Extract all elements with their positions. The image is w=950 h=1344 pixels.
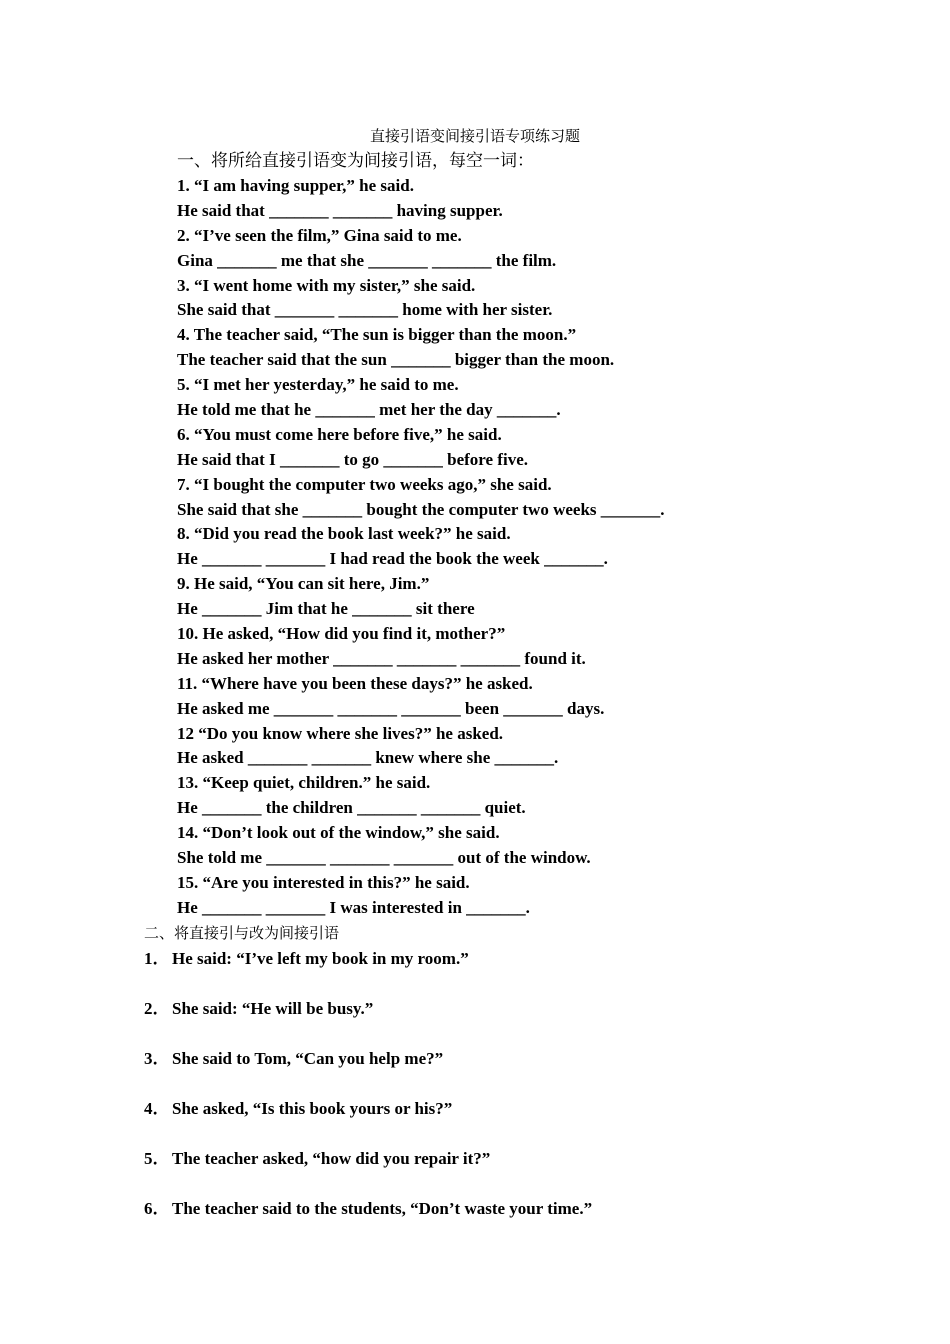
item-text: The teacher said to the students, “Don’t waste your time.” xyxy=(172,1199,593,1218)
question-line: 14. “Don’t look out of the window,” she said. xyxy=(177,823,500,843)
item-number: 1． xyxy=(144,949,170,968)
exercise-item xyxy=(144,1096,904,1146)
item-text: She asked, “Is this book yours or his?” xyxy=(172,1099,453,1118)
item-number: 4． xyxy=(144,1099,170,1118)
exercise-section-2 xyxy=(144,946,904,1246)
answer-line: She told me _______ _______ _______ out of the window. xyxy=(177,848,591,868)
question-line: 2. “I’ve seen the film,” Gina said to me. xyxy=(177,225,462,245)
question-line: 15. “Are you interested in this?” he said. xyxy=(177,872,470,892)
question-line: 4. The teacher said, “The sun is bigger than the moon.” xyxy=(177,325,577,345)
exercise-item xyxy=(144,1146,904,1196)
answer-line: The teacher said that the sun _______ bigger than the moon. xyxy=(177,350,615,370)
answer-line: She said that she _______ bought the computer two weeks _______. xyxy=(177,499,665,519)
exercise-item xyxy=(144,996,904,1046)
item-text: He said: “I’ve left my book in my room.” xyxy=(172,949,469,968)
item-number: 6． xyxy=(144,1199,170,1218)
question-line: 13. “Keep quiet, children.” he said. xyxy=(177,773,431,793)
answer-line: Gina _______ me that she _______ _______ the film. xyxy=(177,250,557,270)
question-line: 8. “Did you read the book last week?” he said. xyxy=(177,524,511,544)
question-line: 6. “You must come here before five,” he said. xyxy=(177,424,502,444)
question-line: 9. He said, “You can sit here, Jim.” xyxy=(177,574,430,594)
answer-line: He said that _______ _______ having supper. xyxy=(177,200,503,220)
answer-line: He _______ Jim that he _______ sit there xyxy=(177,599,475,619)
question-line: 10. He asked, “How did you find it, mother?” xyxy=(177,624,506,644)
exercise-section-1 xyxy=(177,149,897,921)
answer-line: She said that _______ _______ home with her sister. xyxy=(177,300,553,320)
answer-line: He asked _______ _______ knew where she _______. xyxy=(177,748,559,768)
item-text: She said to Tom, “Can you help me?” xyxy=(172,1049,444,1068)
question-line: 1. “I am having supper,” he said. xyxy=(177,176,414,195)
page-title: 直接引语变间接引语专项练习题 xyxy=(369,127,580,145)
answer-line: He asked me _______ _______ _______ been _______ days. xyxy=(177,698,605,718)
item-number: 3． xyxy=(144,1049,170,1068)
question-line: 7. “I bought the computer two weeks ago,” she said. xyxy=(177,474,552,494)
question-line: 11. “Where have you been these days?” he asked. xyxy=(177,673,533,693)
item-text: The teacher asked, “how did you repair it?” xyxy=(172,1149,491,1168)
item-text: She said: “He will be busy.” xyxy=(172,999,374,1018)
answer-line: He _______ _______ I had read the book the week _______. xyxy=(177,549,608,569)
answer-line: He told me that he _______ met her the day _______. xyxy=(177,400,561,420)
answer-line: He asked her mother _______ _______ _______ found it. xyxy=(177,648,586,668)
answer-line: He _______ _______ I was interested in _______. xyxy=(177,897,530,917)
exercise-item xyxy=(144,946,904,996)
answer-line: He said that I _______ to go _______ before five. xyxy=(177,449,528,469)
exercise-item xyxy=(144,1046,904,1096)
item-number: 5． xyxy=(144,1149,170,1168)
question-line: 3. “I went home with my sister,” she said. xyxy=(177,275,476,295)
exercise-item xyxy=(144,1196,904,1246)
section-2-heading: 二、将直接引与改为间接引语 xyxy=(144,924,340,942)
answer-line: He _______ the children _______ _______ quiet. xyxy=(177,798,526,818)
question-line: 5. “I met her yesterday,” he said to me. xyxy=(177,375,459,395)
question-line: 12 “Do you know where she lives?” he asked. xyxy=(177,723,504,743)
item-number: 2． xyxy=(144,999,170,1018)
section-1-heading: 一、将所给直接引语变为间接引语，每空一词： xyxy=(177,151,534,171)
